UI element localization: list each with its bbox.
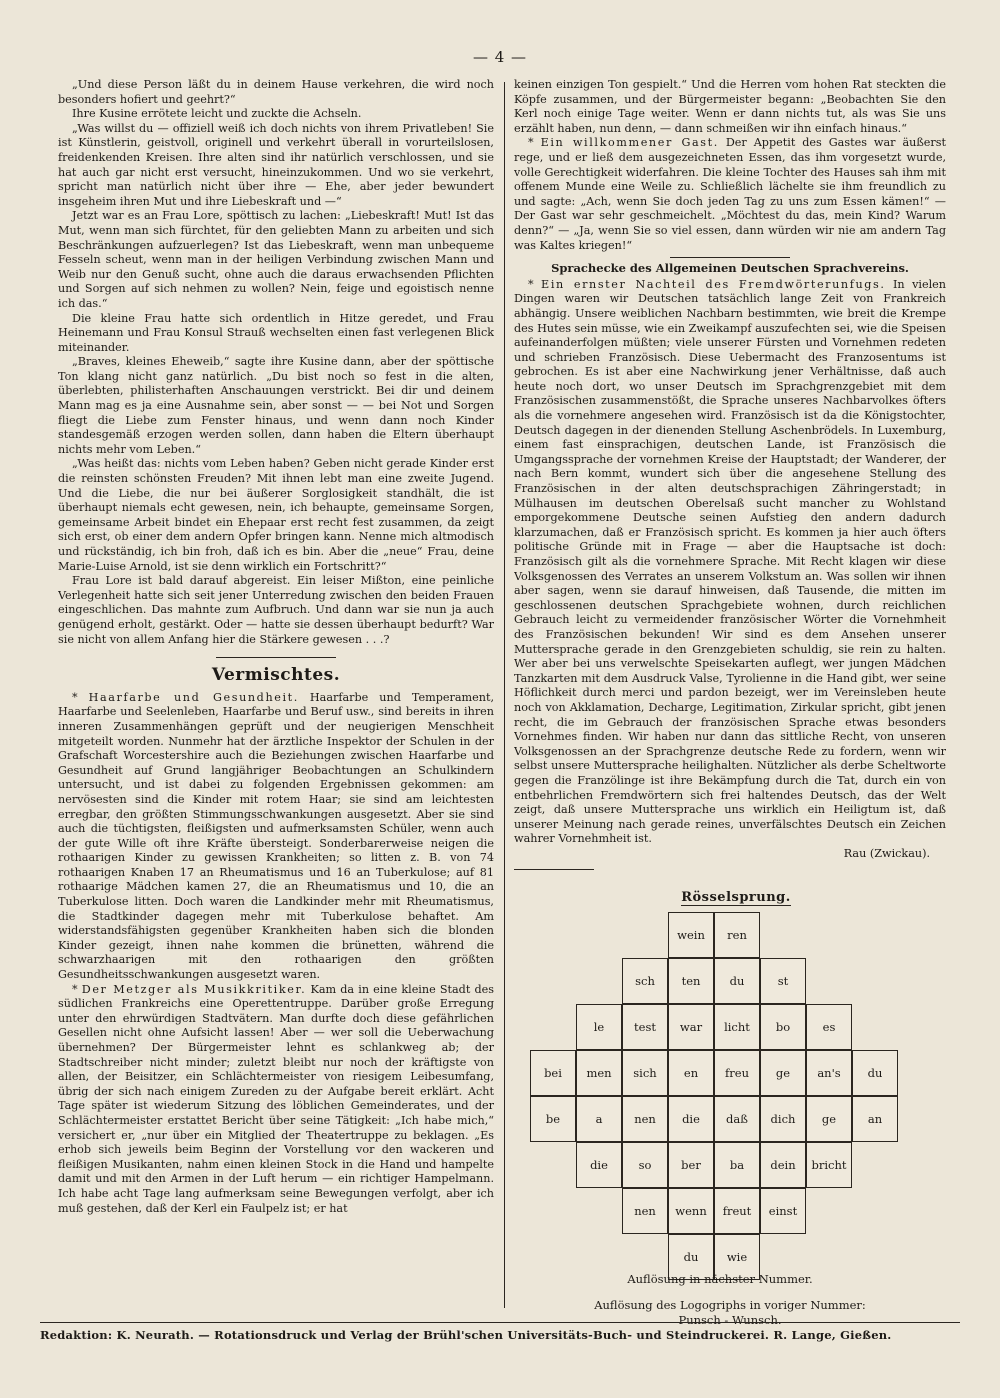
puzzle-cell: a: [576, 1096, 622, 1142]
section-title-vermischtes: Vermischtes.: [211, 665, 341, 686]
puzzle-cell: nen: [622, 1188, 668, 1234]
puzzle-cell: dich: [760, 1096, 806, 1142]
article-metzger: * Der Metzger als Musikkritiker. Kam da in eine kleine Stadt des südlichen Frankreichs eine Operettentruppe. Darüber große Erregung unter den ehrwürdigen Stadtvätern. Man durfte doch diese gefährlichen Gesellen nicht ohne Aufsicht lassen! Aber — wer soll die Ueberwachung übernehmen? Der Bürgermeister lehnt es schlankweg ab; der Stadtschreiber nicht minder; zuletzt bleibt nur noch der kräftigste von allen, der Beisitzer, ein Schlächtermeister von riesigem Leibesumfang, übrig der sich nach einigem Zureden zu der Aufgabe bereit erklärt. Acht Tage später ist wiederum Sitzung des löblichen Gemeinderates, und der Schlächtermeister erstattet Bericht über seine Tätigkeit: „Ich habe mich,“ versichert er, „nur über ein Mitglied der Theatertruppe zu beklagen. „Es erhob sich jeweils beim Beginn der Vorstellung vor den wackeren und fleißigen Musikanten, nahm einen kleinen Stock in die Hand und hampelte damit und mit den Armen in der Luft herum — ein richtiger Hampelmann. Ich habe acht Tage lang aufmerksam seine Bewegungen verfolgt, aber ich muß gestehen, daß der Kerl ein Faulpelz ist; er hat: [58, 982, 494, 1215]
article-signature: Rau (Zwickau).: [843, 846, 930, 860]
article-title: Ein ernster Nachteil des Fremdwörterunfugs.: [541, 277, 886, 291]
puzzle-solution-note: Auflösung in nächster Nummer.: [627, 1272, 813, 1286]
story-paragraph: „Braves, kleines Eheweib,“ sagte ihre Kusine dann, aber der spöttische Ton klang nicht ganz natürlich. „Du bist noch so fest in die alten, überlebten, philisterhaften Anschauungen verstrickt. Bei dir und deinem Mann mag es ja eine Ausnahme sein, aber sonst — — bei Not und Sorgen fliegt die Liebe zum Fenster hinaus, und wenn dann noch Kinder standesgemäß erzogen werden sollen, dann haben die Eltern überhaupt nichts mehr vom Leben.“: [58, 355, 494, 456]
article-continuation: keinen einzigen Ton gespielt.“ Und die Herren vom hohen Rat steckten die Köpfe zusammen, und der Bürgermeister begann: „Beobachten Sie den Kerl noch einige Tage weiter. Wenn er dann nichts tut, als was Sie uns erzählt haben, nun denn, — dann schmeißen wir ihn einfach hinaus.“: [514, 78, 946, 135]
puzzle-cell: ten: [668, 958, 714, 1004]
puzzle-cell: dein: [760, 1142, 806, 1188]
puzzle-cell: an: [852, 1096, 898, 1142]
article-fremdwoerter: * Ein ernster Nachteil des Fremdwörterunfugs. In vielen Dingen waren wir Deutschen tatsächlich lange Zeit von Frankreich abhängig. Unsere weiblichen Nachbarn bestimmten, wie breit die Krempe des Hutes sein müsse, wie ein Zweikampf auszufechten sei, wie die Speisen aufeinanderfolgen müßten; viele unserer Fürsten und Vornehmen redeten und schrieben Französisch. Diese Uebermacht des Franzosentums ist gebrochen. Es ist aber eine Nachwirkung jener Verhältnisse, daß auch heute noch dort, wo unser Deutsch im Sprachgrenzgebiet mit dem Französischen zusammenstößt, die Sprache unseres Nachbarvolkes öfters als die vornehmere angesehen wird. Französisch ist da die Königstochter, Deutsch dagegen in der dienenden Stellung Aschenbrödels. In Luxemburg, einem fast einsprachigen, deutschen Lande, ist Französisch die Umgangssprache der vornehmen Kreise der Hauptstadt; der Wanderer, der nach Bern kommt, wundert sich über die angesehene Stellung des Französischen in der alten deutschsprachigen Zähringerstadt; in Mülhausen im deutschen Oberelsaß sucht mancher zu Wohlstand emporgekommene Deutsche seinen Aufstieg den andern dadurch klarzumachen, daß er Französisch spricht. Es kommen ja hier auch öfters politische Gründe mit in Frage — aber die Hauptsache ist doch: Französisch gilt als die vornehmere Sprache. Mit Recht klagen wir diese Volksgenossen des Verrates an unserem Volkstum an. Was sollen wir ihnen aber sagen, wenn sie darauf hinweisen, daß Tausende, die mitten im geschlossenen deutschen Sprachgebiete wohnen, durch reichlichen Gebrauch leicht zu vermeidender französischer Wörter die Vornehmheit des Französischen bekunden! Wir sind es dem Ansehen unserer Muttersprache gerade in den Grenzgebieten schuldig, sie rein zu halten. Wer aber bei uns verwelschte Speisekarten auflegt, wer jungen Mädchen Tanzkarten mit dem Ausdruck Valse, Tyrolienne in die Hand gibt, wer seine Höflichkeit durch merci und pardon bezeigt, wer im Vereinsleben heute noch von Akklamation, Decharge, Legitimation, Zirkular spricht, gibt jenen recht, die im Gebrauch der französischen Sprache etwas besonders Vornehmes finden. Wir haben nur dann das sittliche Recht, von unseren Volksgenossen an der Sprachgrenze deutsche Rede zu fordern, wenn wir selbst unsere Muttersprache heilighalten. Nützlicher als derbe Scheltworte gegen die Franzölinge ist ihre Bekämpfung durch die Tat, durch ein von entbehrlichen Fremdwörtern sich frei haltendes Deutsch, das der Welt zeigt, daß unsere Muttersprache uns wirklich ein Heiligtum ist, daß unserer Meinung nach gerade reines, unverfälschtes Deutsch ein Zeichen wahrer Vornehmheit ist.: [514, 277, 946, 846]
puzzle-cell: sich: [622, 1050, 668, 1096]
article-body: Haarfarbe und Temperament, Haarfarbe und Seelenleben, Haarfarbe und Beruf usw., sind bereits in ihren inneren Zusammenhängen geprüft und der neugierigen Menschheit mitgeteilt worden. Nunmehr hat der ärztliche Inspektor der Schulen in der Grafschaft Worcestershire auch die Beziehungen zwischen Haarfarbe und Gesundheit auf Grund langjähriger Beobachtungen an Schulkindern untersucht, und ist dabei zu folgenden Ergebnissen gekommen: am nervösesten sind die Kinder mit rotem Haar; sie sind am leichtesten erregbar, den größten Stimmungsschwankungen ausgesetzt. Aber sie sind auch die tüchtigsten, fleißigsten und aufmerksamsten Schüler, wenn auch der gute Wille oft ihre Kräfte übersteigt. Sonderbarerweise neigen die rothaarigen Kinder zu gewissen Krankheiten; so litten z. B. von 74 rothaarigen Knaben 17 an Rheumatismus und 16 an Tuberkulose; auf 81 rothaarige Mädchen kamen 27, die an Rheumatismus und 10, die an Tuberkulose litten. Doch waren die Landkinder mehr mit Rheumatismus, die Stadtkinder dagegen mehr mit Tuberkulose behaftet. Am widerstandsfähigsten gegenüber Krankheiten haben sich die blonden Kinder gezeigt, ihnen nahe kommen die brünetten, während die schwarzhaarigen mit den rothaarigen den größten Gesundheitsschwankungen ausgesetzt waren.: [58, 690, 494, 982]
puzzle-cell: sch: [622, 958, 668, 1004]
puzzle-cell: ren: [714, 912, 760, 958]
puzzle-cell: be: [530, 1096, 576, 1142]
puzzle-cell: einst: [760, 1188, 806, 1234]
puzzle-cell: wie: [714, 1234, 760, 1280]
puzzle-cell: du: [714, 958, 760, 1004]
puzzle-cell: le: [576, 1004, 622, 1050]
section-rule: [670, 257, 790, 258]
page-number: — 4 —: [472, 48, 528, 66]
puzzle-cell: test: [622, 1004, 668, 1050]
puzzle-cell: bei: [530, 1050, 576, 1096]
story-paragraph: Ihre Kusine errötete leicht und zuckte die Achseln.: [72, 107, 362, 121]
puzzle-cell: war: [668, 1004, 714, 1050]
puzzle-cell: du: [668, 1234, 714, 1280]
logogriph-answer: Punsch - Wunsch.: [678, 1313, 782, 1327]
article-body: Kam da in eine kleine Stadt des südlichen Frankreichs eine Operettentruppe. Darüber große Erregung unter den ehrwürdigen Stadtvätern. Man durfte doch diese gefährlichen Gesellen nicht ohne Aufsicht lassen! Aber — wer soll die Ueberwachung übernehmen? Der Bürgermeister lehnt es schlankweg ab; der Stadtschreiber nicht minder; zuletzt bleibt nur noch der kräftigste von allen, der Beisitzer, ein Schlächtermeister von riesigem Leibesumfang, übrig der sich nach einigem Zureden zu der Aufgabe bereit erklärt. Acht Tage später ist wiederum Sitzung des löblichen Gemeinderates, und der Schlächtermeister erstattet Bericht über seine Tätigkeit: „Ich habe mich,“ versichert er, „nur über ein Mitglied der Theatertruppe zu beklagen. „Es erhob sich jeweils beim Beginn der Vorstellung vor den wackeren und fleißigen Musikanten, nahm einen kleinen Stock in die Hand und hampelte damit und mit den Armen in der Luft herum — ein richtiger Hampelmann. Ich habe acht Tage lang aufmerksam seine Bewegungen verfolgt, aber ich muß gestehen, daß der Kerl ein Faulpelz ist; er hat: [58, 982, 494, 1215]
logogriph-caption: Auflösung des Logogriphs in voriger Nummer:: [594, 1298, 866, 1312]
article-body: Der Appetit des Gastes war äußerst rege, und er ließ dem ausgezeichneten Essen, das ihm vorgesetzt wurde, volle Gerechtigkeit widerfahren. Die kleine Tochter des Hauses sah ihm mit offenem Munde eine Weile zu. Schließlich lächelte sie ihm freundlich zu und sagte: „Ach, wenn Sie doch jeden Tag zu uns zum Essen kämen!“ — Der Gast war sehr geschmeichelt. „Möchtest du das, mein Kind? Warum denn?“ — „Ja, wenn Sie so viel essen, dann würden wir nie am andern Tag was Kaltes kriegen!“: [514, 136, 946, 252]
puzzle-cell: ge: [806, 1096, 852, 1142]
puzzle-cell: es: [806, 1004, 852, 1050]
puzzle-cell: freut: [714, 1188, 760, 1234]
puzzle-cell: wein: [668, 912, 714, 958]
footer-rule: [40, 1322, 960, 1323]
puzzle-cell: die: [576, 1142, 622, 1188]
puzzle-cell: an's: [806, 1050, 852, 1096]
story-paragraph: Frau Lore ist bald darauf abgereist. Ein leiser Mißton, eine peinliche Verlegenheit hatte sich seit jener Unterredung zwischen den beiden Frauen eingeschlichen. Das mahnte zum Aufbruch. Und dann war sie nun ja auch genügend erholt, gestärkt. Oder — hatte sie dessen überhaupt bedurft? War sie nicht von allem Anfang hier die Stärkere gewesen . . .?: [58, 574, 494, 646]
puzzle-cell: du: [852, 1050, 898, 1096]
puzzle-cell: st: [760, 958, 806, 1004]
puzzle-cell: ba: [714, 1142, 760, 1188]
section-title-sprachecke: Sprachecke des Allgemeinen Deutschen Sprachvereins.: [551, 261, 909, 276]
puzzle-cell: bricht: [806, 1142, 852, 1188]
puzzle-cell: die: [668, 1096, 714, 1142]
article-title: Der Metzger als Musikkritiker.: [81, 982, 307, 996]
puzzle-title: Rösselsprung.: [681, 890, 791, 905]
article-haarfarbe: * Haarfarbe und Gesundheit. Haarfarbe und Temperament, Haarfarbe und Seelenleben, Haarfarbe und Beruf usw., sind bereits in ihren inneren Zusammenhängen geprüft und der neugierigen Menschheit mitgeteilt worden. Nunmehr hat der ärztliche Inspektor der Schulen in der Grafschaft Worcestershire auch die Beziehungen zwischen Haarfarbe und Gesundheit auf Grund langjähriger Beobachtungen an Schulkindern untersucht, und ist dabei zu folgenden Ergebnissen gekommen: am nervösesten sind die Kinder mit rotem Haar; sie sind am leichtesten erregbar, den größten Stimmungsschwankungen ausgesetzt. Aber sie sind auch die tüchtigsten, fleißigsten und aufmerksamsten Schüler, wenn auch der gute Wille oft ihre Kräfte übersteigt. Sonderbarerweise neigen die rothaarigen Kinder zu gewissen Krankheiten; so litten z. B. von 74 rothaarigen Knaben 17 an Rheumatismus und 16 an Tuberkulose; auf 81 rothaarige Mädchen kamen 27, die an Rheumatismus und 10, die an Tuberkulose litten. Doch waren die Landkinder mehr mit Rheumatismus, die Stadtkinder dagegen mehr mit Tuberkulose behaftet. Am widerstandsfähigsten gegenüber Krankheiten haben sich die blonden Kinder gezeigt, ihnen nahe kommen die brünetten, während die schwarzhaarigen mit den rothaarigen den größten Gesundheitsschwankungen ausgesetzt waren.: [58, 690, 494, 982]
article-title: Ein willkommener Gast.: [540, 136, 719, 150]
puzzle-cell: ber: [668, 1142, 714, 1188]
story-paragraph: „Was willst du — offiziell weiß ich doch nichts von ihrem Privatleben! Sie ist Künstlerin, geistvoll, originell und verkehrt überall in vorurteilslosen, freidenkenden Kreisen. Ihre alten sind ihr natürlich verschlossen, und sie hat auch gar nicht erst versucht, hineinzukommen. Und wo sie verkehrt, spricht man natürlich nicht über ihre — Ehe, aber jeder bewundert insgeheim ihren Mut und ihre Liebeskraft und —“: [58, 121, 494, 208]
puzzle-cell: en: [668, 1050, 714, 1096]
article-gast: * Ein willkommener Gast. Der Appetit des Gastes war äußerst rege, und er ließ dem ausgezeichneten Essen, das ihm vorgesetzt wurde, volle Gerechtigkeit widerfahren. Die kleine Tochter des Hauses sah ihm mit offenem Munde eine Weile zu. Schließlich lächelte sie ihm freundlich zu und sagte: „Ach, wenn Sie doch jeden Tag zu uns zum Essen kämen!“ — Der Gast war sehr geschmeichelt. „Möchtest du das, mein Kind? Warum denn?“ — „Ja, wenn Sie so viel essen, dann würden wir nie am andern Tag was Kaltes kriegen!“: [514, 136, 946, 252]
puzzle-cell: nen: [622, 1096, 668, 1142]
right-column: [514, 78, 946, 878]
story-paragraph: Jetzt war es an Frau Lore, spöttisch zu lachen: „Liebeskraft! Mut! Ist das Mut, wenn man sich fürchtet, für den geliebten Mann zu arbeiten und sich Beschränkungen aufzuerlegen? Ist das Liebeskraft, wenn man unbequeme Fesseln scheut, wenn man in der heiligen Verbindung zwischen Mann und Weib nur den Genuß sucht, ohne auch die daraus erwachsenden Pflichten und Sorgen auf sich nehmen zu wollen? Nein, feige und egoistisch nenne ich das.“: [58, 209, 494, 310]
left-column: [58, 78, 494, 1308]
puzzle-cell: freu: [714, 1050, 760, 1096]
puzzle-cell: ge: [760, 1050, 806, 1096]
story-paragraph: Die kleine Frau hatte sich ordentlich in Hitze geredet, und Frau Heinemann und Frau Konsul Strauß wechselten einen fast verlegenen Blick miteinander.: [58, 311, 494, 354]
puzzle-cell: licht: [714, 1004, 760, 1050]
imprint-footer: Redaktion: K. Neurath. — Rotationsdruck und Verlag der Brühl'schen Universitäts-Buch- und Steindruckerei. R. Lange, Gießen.: [40, 1328, 892, 1342]
puzzle-cell: bo: [760, 1004, 806, 1050]
story-paragraph: „Was heißt das: nichts vom Leben haben? Geben nicht gerade Kinder erst die reinsten schönsten Freuden? Mit ihnen lebt man eine zweite Jugend. Und die Liebe, die nur bei äußerer Sorglosigkeit standhält, die ist überhaupt niemals echt gewesen, nein, ich behaupte, gemeinsame Sorgen, gemeinsame Arbeit bindet ein Ehepaar erst recht fest zusammen, da zeigt sich erst, ob einer dem andern Opfer bringen kann. Nenne mich altmodisch und rückständig, ich bin froh, daß ich es bin. Aber die „neue“ Frau, deine Marie-Luise Arnold, ist sie denn wirklich ein Fortschritt?“: [58, 457, 494, 573]
logogriph-solution: [520, 1298, 940, 1328]
article-title: Haarfarbe und Gesundheit.: [88, 690, 299, 704]
puzzle-cell: so: [622, 1142, 668, 1188]
short-separator: [514, 869, 594, 870]
section-rule: [216, 657, 336, 658]
column-divider: [504, 82, 505, 1308]
puzzle-cell: men: [576, 1050, 622, 1096]
puzzle-cell: daß: [714, 1096, 760, 1142]
story-paragraph: „Und diese Person läßt du in deinem Hause verkehren, die wird noch besonders hofiert und geehrt?“: [58, 78, 494, 106]
article-body: In vielen Dingen waren wir Deutschen tatsächlich lange Zeit von Frankreich abhängig. Unsere weiblichen Nachbarn bestimmten, wie breit die Krempe des Hutes sein müsse, wie ein Zweikampf auszufechten sei, wie die Speisen aufeinanderfolgen müßten; viele unserer Fürsten und Vornehmen redeten und schrieben Französisch. Diese Uebermacht des Franzosentums ist gebrochen. Es ist aber eine Nachwirkung jener Verhältnisse, daß auch heute noch dort, wo unser Deutsch im Sprachgrenzgebiet mit dem Französischen zusammenstößt, die Sprache unseres Nachbarvolkes öfters als die vornehmere angesehen wird. Französisch ist da die Königstochter, Deutsch dagegen in der dienenden Stellung Aschenbrödels. In Luxemburg, einem fast einsprachigen, deutschen Lande, ist Französisch die Umgangssprache der vornehmen Kreise der Hauptstadt; der Wanderer, der nach Bern kommt, wundert sich über die angesehene Stellung des Französischen in der alten deutschsprachigen Zähringerstadt; in Mülhausen im deutschen Oberelsaß sucht mancher zu Wohlstand emporgekommene Deutsche seinen Aufstieg den andern dadurch klarzumachen, daß er Französisch spricht. Es kommen ja hier auch öfters politische Gründe mit in Frage — aber die Hauptsache ist doch: Französisch gilt als die vornehmere Sprache. Mit Recht klagen wir diese Volksgenossen des Verrates an unserem Volkstum an. Was sollen wir ihnen aber sagen, wenn sie darauf hinweisen, daß Tausende, die mitten im geschlossenen deutschen Sprachgebiete wohnen, durch reichlichen Gebrauch leicht zu vermeidender französischer Wörter die Vornehmheit des Französischen bekunden! Wir sind es dem Ansehen unserer Muttersprache gerade in den Grenzgebieten schuldig, sie rein zu halten. Wer aber bei uns verwelschte Speisekarten auflegt, wer jungen Mädchen Tanzkarten mit dem Ausdruck Valse, Tyrolienne in die Hand gibt, wer seine Höflichkeit durch merci und pardon bezeigt, wer im Vereinsleben heute noch von Akklamation, Decharge, Legitimation, Zirkular spricht, gibt jenen recht, die im Gebrauch der französischen Sprache etwas besonders Vornehmes finden. Wir haben nur dann das sittliche Recht, von unseren Volksgenossen an der Sprachgrenze deutsche Rede zu fordern, wenn wir selbst unsere Muttersprache heilighalten. Nützlicher als derbe Scheltworte gegen die Franzölinge ist ihre Bekämpfung durch die Tat, durch ein von entbehrlichen Fremdwörtern sich frei haltendes Deutsch, das der Welt zeigt, daß unsere Muttersprache uns wirklich ein Heiligtum ist, daß unserer Meinung nach gerade reines, unverfälschtes Deutsch ein Zeichen wahrer Vornehmheit ist.: [514, 277, 946, 846]
puzzle-cell: wenn: [668, 1188, 714, 1234]
